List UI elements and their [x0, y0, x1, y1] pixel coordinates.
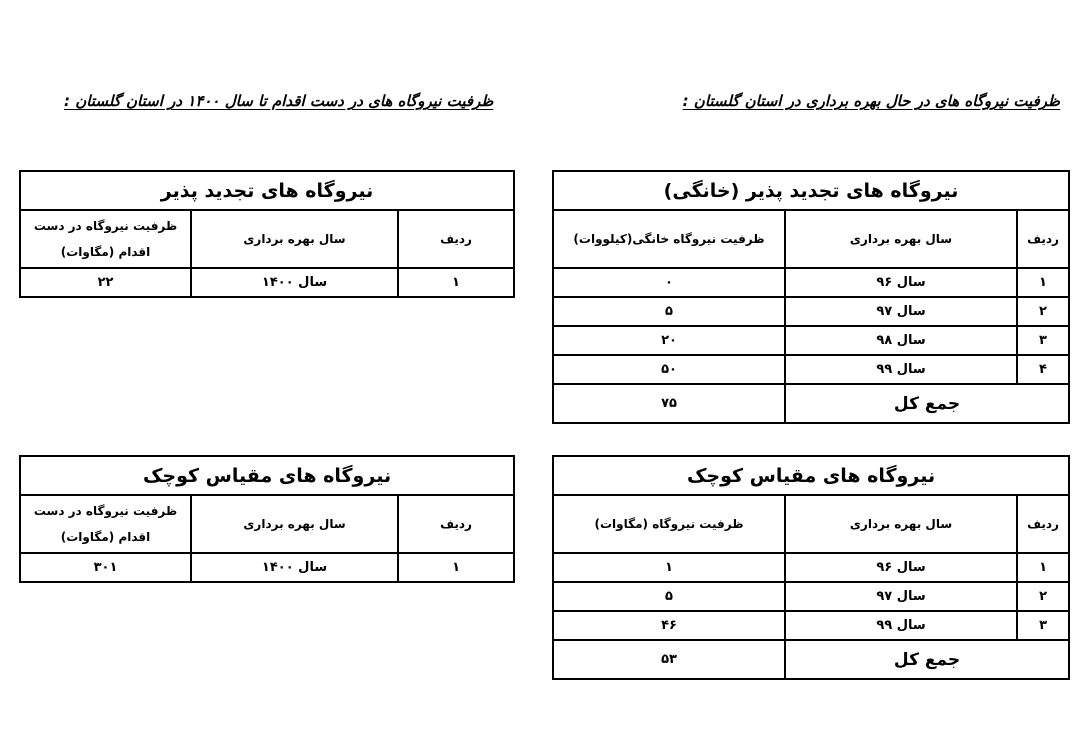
- row-capacity: ۰: [553, 268, 785, 297]
- operating-small-scale-table: [552, 455, 1070, 680]
- column-header-year: سال بهره برداری: [191, 210, 398, 268]
- row-capacity: ۳۰۱: [20, 553, 191, 582]
- table-row: [553, 355, 1069, 384]
- column-header-year: سال بهره برداری: [785, 495, 1017, 553]
- row-year: سال ۹۹: [785, 611, 1017, 640]
- row-year: سال ۹۷: [785, 297, 1017, 326]
- total-label: جمع کل: [785, 384, 1069, 423]
- row-index: ۳: [1017, 611, 1069, 640]
- row-year: سال ۹۶: [785, 553, 1017, 582]
- in-progress-renewable-table: [19, 170, 515, 298]
- row-year: سال ۹۷: [785, 582, 1017, 611]
- column-header-capacity: ظرفیت نیروگاه (مگاوات): [553, 495, 785, 553]
- table-row: [553, 553, 1069, 582]
- table-row: [553, 268, 1069, 297]
- row-capacity: ۲۲: [20, 268, 191, 297]
- row-index: ۱: [1017, 268, 1069, 297]
- table-row: [20, 553, 514, 582]
- total-value: ۷۵: [553, 384, 785, 423]
- table-row: [553, 611, 1069, 640]
- column-header-capacity: ظرفیت نیروگاه در دست اقدام (مگاوات): [20, 210, 191, 268]
- row-capacity: ۵۰: [553, 355, 785, 384]
- row-capacity: ۱: [553, 553, 785, 582]
- row-capacity: ۵: [553, 582, 785, 611]
- row-year: سال ۹۸: [785, 326, 1017, 355]
- row-year: سال ۱۴۰۰: [191, 553, 398, 582]
- table-title: نیروگاه های تجدید پذیر (خانگی): [553, 171, 1069, 210]
- total-label: جمع کل: [785, 640, 1069, 679]
- column-header-row-index: ردیف: [398, 210, 514, 268]
- row-capacity: ۵: [553, 297, 785, 326]
- column-header-year: سال بهره برداری: [785, 210, 1017, 268]
- table-title: نیروگاه های مقیاس کوچک: [553, 456, 1069, 495]
- row-index: ۴: [1017, 355, 1069, 384]
- table-title: نیروگاه های مقیاس کوچک: [20, 456, 514, 495]
- in-progress-small-scale-table: [19, 455, 515, 583]
- total-row: [553, 640, 1069, 679]
- column-header-row-index: ردیف: [1017, 210, 1069, 268]
- row-year: سال ۱۴۰۰: [191, 268, 398, 297]
- row-index: ۱: [398, 268, 514, 297]
- operating-capacity-heading: ظرفیت نیروگاه های در حال بهره برداری در استان گلستان :: [682, 92, 1060, 110]
- row-index: ۲: [1017, 582, 1069, 611]
- table-title: نیروگاه های تجدید پذیر: [20, 171, 514, 210]
- column-header-row-index: ردیف: [1017, 495, 1069, 553]
- row-index: ۱: [1017, 553, 1069, 582]
- column-header-capacity: ظرفیت نیروگاه در دست اقدام (مگاوات): [20, 495, 191, 553]
- row-index: ۳: [1017, 326, 1069, 355]
- operating-renewable-table: [552, 170, 1070, 424]
- row-capacity: ۲۰: [553, 326, 785, 355]
- table-row: [553, 326, 1069, 355]
- table-row: [553, 297, 1069, 326]
- row-year: سال ۹۹: [785, 355, 1017, 384]
- column-header-row-index: ردیف: [398, 495, 514, 553]
- row-capacity: ۴۶: [553, 611, 785, 640]
- in-progress-capacity-heading: ظرفیت نیروگاه های در دست اقدام تا سال ۱۴۰۰ در استان گلستان :: [64, 92, 494, 110]
- row-index: ۱: [398, 553, 514, 582]
- column-header-year: سال بهره برداری: [191, 495, 398, 553]
- total-row: [553, 384, 1069, 423]
- column-header-capacity: ظرفیت نیروگاه خانگی(کیلووات): [553, 210, 785, 268]
- row-index: ۲: [1017, 297, 1069, 326]
- table-row: [553, 582, 1069, 611]
- table-row: [20, 268, 514, 297]
- row-year: سال ۹۶: [785, 268, 1017, 297]
- total-value: ۵۳: [553, 640, 785, 679]
